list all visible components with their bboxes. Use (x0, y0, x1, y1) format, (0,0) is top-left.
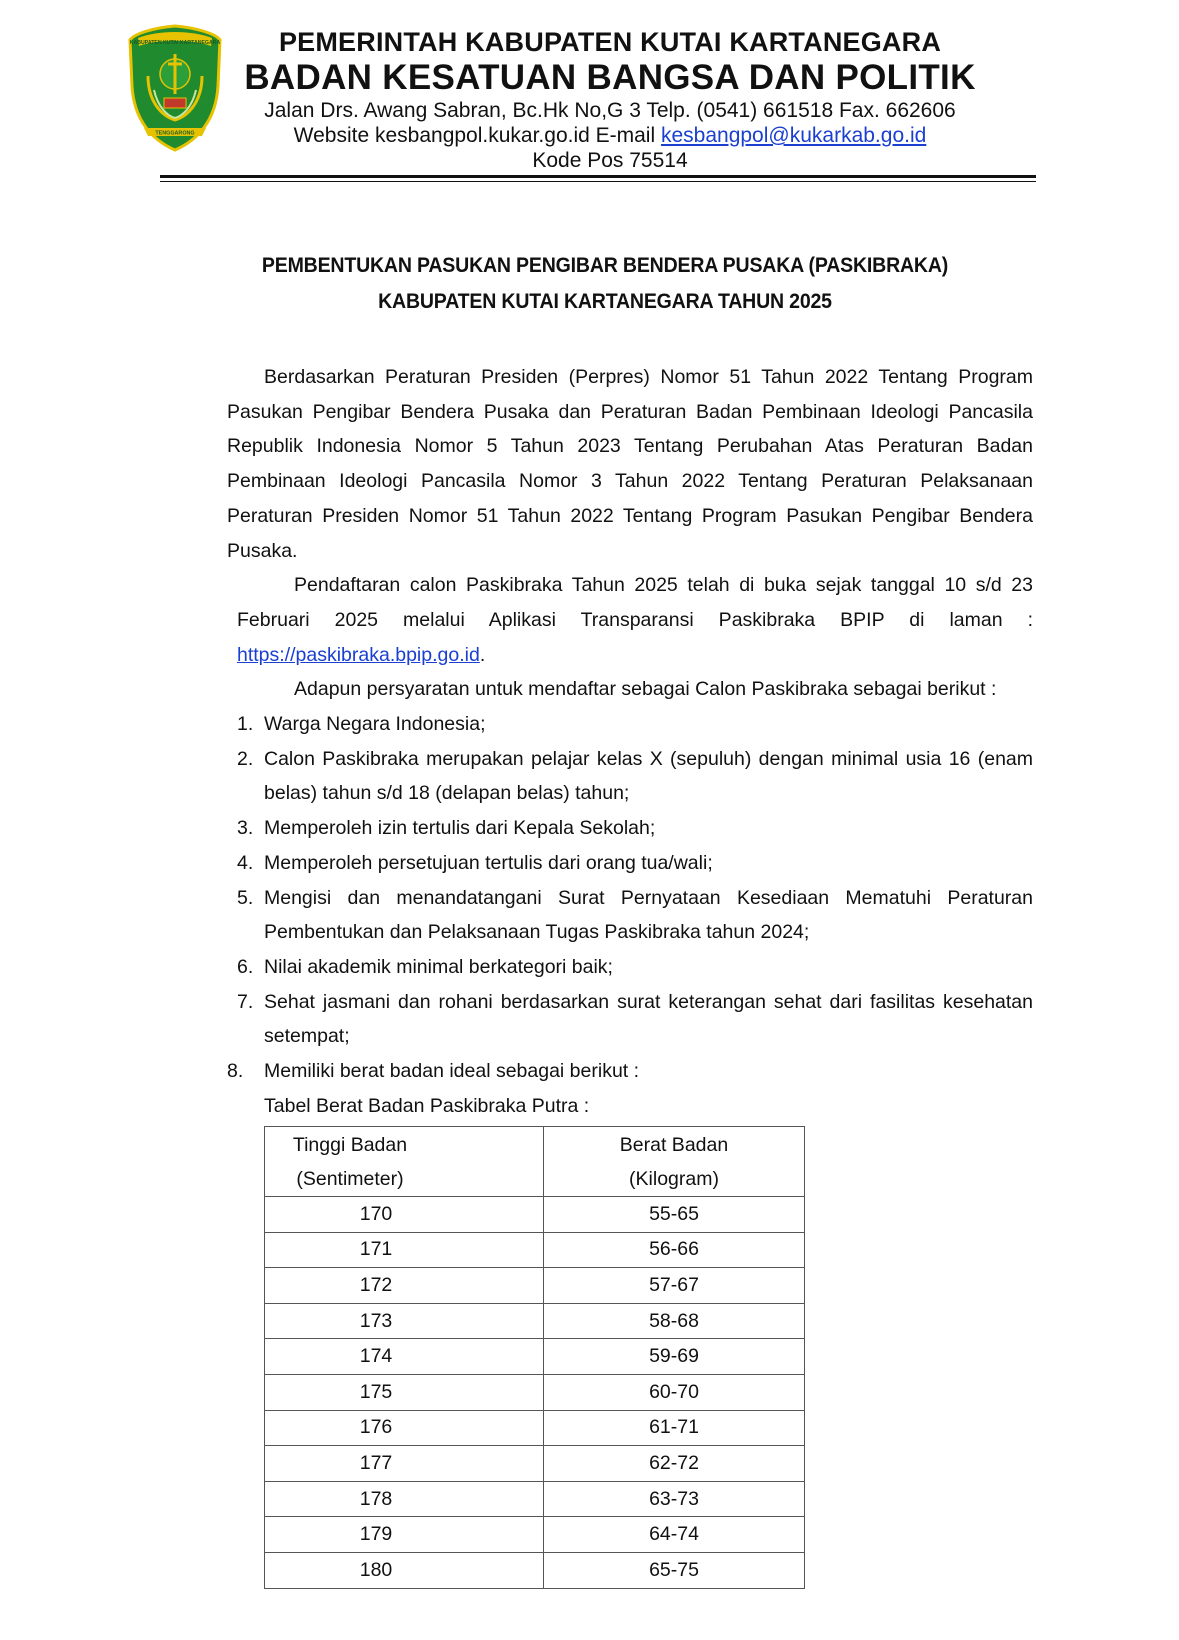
letterhead-divider-thick (160, 175, 1036, 178)
registration-link[interactable]: https://paskibraka.bpip.go.id (237, 643, 480, 666)
list-item-number: 1. (237, 713, 254, 736)
regency-emblem-logo (128, 24, 222, 152)
document-body (227, 360, 1033, 1123)
list-item (227, 846, 1033, 881)
height-cell: 171 (265, 1232, 544, 1268)
table-row (265, 1410, 805, 1446)
table-row (265, 1268, 805, 1304)
weight-cell: 61-71 (544, 1410, 805, 1446)
document-title (228, 248, 981, 320)
height-cell: 179 (265, 1517, 544, 1553)
list-item-number: 5. (237, 886, 254, 909)
weight-table (264, 1126, 805, 1589)
table-body (265, 1197, 805, 1589)
list-item-text: Memperoleh persetujuan tertulis dari orang tua/wali; (264, 851, 713, 874)
letterhead (240, 26, 980, 173)
list-item-number: 2. (237, 747, 254, 770)
weight-cell: 56-66 (544, 1232, 805, 1268)
height-cell: 174 (265, 1339, 544, 1375)
table-row (265, 1232, 805, 1268)
weight-cell: 55-65 (544, 1197, 805, 1233)
table-row (265, 1446, 805, 1482)
title-line-2: KABUPATEN KUTAI KARTANEGARA TAHUN 2025 (378, 290, 832, 313)
list-item (227, 811, 1033, 846)
letterhead-website: Website kesbangpol.kukar.go.id E-mail (293, 124, 661, 147)
table-row (265, 1517, 805, 1553)
table-row (265, 1374, 805, 1410)
list-item-text: Memiliki berat badan ideal sebagai berikut : (264, 1060, 640, 1083)
list-item-text: Sehat jasmani dan rohani berdasarkan surat keterangan sehat dari fasilitas kesehatan setempat; (264, 990, 1033, 1048)
letterhead-agency: BADAN KESATUAN BANGSA DAN POLITIK (244, 58, 976, 97)
weight-cell: 58-68 (544, 1303, 805, 1339)
list-item-number: 3. (237, 817, 254, 840)
registration-paragraph (237, 568, 1033, 672)
list-item (227, 1054, 1033, 1089)
letterhead-address: Jalan Drs. Awang Sabran, Bc.Hk No,G 3 Telp. (0541) 661518 Fax. 662606 (264, 99, 956, 122)
weight-cell: 63-73 (544, 1481, 805, 1517)
requirements-list (227, 707, 1033, 1089)
logo-bottom-text: TENGGARONG (155, 130, 195, 137)
height-cell: 176 (265, 1410, 544, 1446)
table-row (265, 1197, 805, 1233)
weight-cell: 64-74 (544, 1517, 805, 1553)
table-row (265, 1481, 805, 1517)
table-header-row (265, 1127, 805, 1197)
height-cell: 170 (265, 1197, 544, 1233)
list-item-text: Nilai akademik minimal berkategori baik; (264, 955, 613, 978)
height-cell: 177 (265, 1446, 544, 1482)
title-line-1: PEMBENTUKAN PASUKAN PENGIBAR BENDERA PUSAKA (PASKIBRAKA) (261, 254, 949, 277)
header-height: Tinggi Badan (Sentimeter) (265, 1127, 544, 1197)
weight-cell: 59-69 (544, 1339, 805, 1375)
letterhead-postal-code: Kode Pos 75514 (532, 149, 688, 172)
registration-text: Pendaftaran calon Paskibraka Tahun 2025 telah di buka sejak tanggal 10 s/d 23 Februari 2025 melalui Aplikasi Transparansi Paskibraka BPIP di laman : (237, 574, 1033, 631)
height-cell: 180 (265, 1552, 544, 1588)
list-item (227, 707, 1033, 742)
requirements-intro: Adapun persyaratan untuk mendaftar sebagai Calon Paskibraka sebagai berikut : (294, 678, 997, 701)
legal-basis-paragraph: Berdasarkan Peraturan Presiden (Perpres) Nomor 51 Tahun 2022 Tentang Program Pasukan Pengibar Bendera Pusaka dan Peraturan Badan Pembinaan Ideologi Pancasila Republik Indonesia Nomor 5 Tahun 2023 Tentang Perubahan Atas Peraturan Badan Pembinaan Ideologi Pancasila Nomor 3 Tahun 2022 Tentang Peraturan Pelaksanaan Peraturan Presiden Nomor 51 Tahun 2022 Tentang Program Pasukan Pengibar Bendera Pusaka. (227, 366, 1033, 562)
header-weight: Berat Badan (Kilogram) (544, 1127, 805, 1197)
weight-cell: 57-67 (544, 1268, 805, 1304)
list-item-number: 7. (237, 990, 254, 1013)
logo-top-text: KABUPATEN KUTAI KARTANEGARA (129, 40, 221, 46)
letterhead-contact (240, 123, 980, 148)
registration-end: . (479, 643, 486, 666)
letterhead-government: PEMERINTAH KABUPATEN KUTAI KARTANEGARA (278, 27, 942, 57)
list-item-text: Mengisi dan menandatangani Surat Pernyataan Kesediaan Mematuhi Peraturan Pembentukan dan Pelaksanaan Tugas Paskibraka tahun 2024; (264, 886, 1033, 944)
table-row (265, 1303, 805, 1339)
letterhead-divider-thin (160, 181, 1036, 182)
weight-cell: 62-72 (544, 1446, 805, 1482)
height-cell: 173 (265, 1303, 544, 1339)
list-item-number: 6. (237, 955, 254, 978)
height-cell: 172 (265, 1268, 544, 1304)
list-item-text: Calon Paskibraka merupakan pelajar kelas X (sepuluh) dengan minimal usia 16 (enam belas) tahun s/d 18 (delapan belas) tahun; (264, 747, 1033, 805)
list-item (227, 985, 1033, 1054)
list-item-text: Warga Negara Indonesia; (264, 713, 486, 736)
table-row (265, 1552, 805, 1588)
list-item (227, 742, 1033, 811)
weight-cell: 65-75 (544, 1552, 805, 1588)
weight-cell: 60-70 (544, 1374, 805, 1410)
list-item (227, 950, 1033, 985)
height-cell: 175 (265, 1374, 544, 1410)
table-caption: Tabel Berat Badan Paskibraka Putra : (264, 1094, 590, 1117)
table-row (265, 1339, 805, 1375)
list-item-number: 8. (227, 1060, 244, 1083)
list-item-text: Memperoleh izin tertulis dari Kepala Sekolah; (264, 817, 656, 840)
email-link[interactable]: kesbangpol@kukarkab.go.id (660, 124, 927, 147)
list-item-number: 4. (237, 851, 254, 874)
list-item (227, 881, 1033, 950)
height-cell: 178 (265, 1481, 544, 1517)
